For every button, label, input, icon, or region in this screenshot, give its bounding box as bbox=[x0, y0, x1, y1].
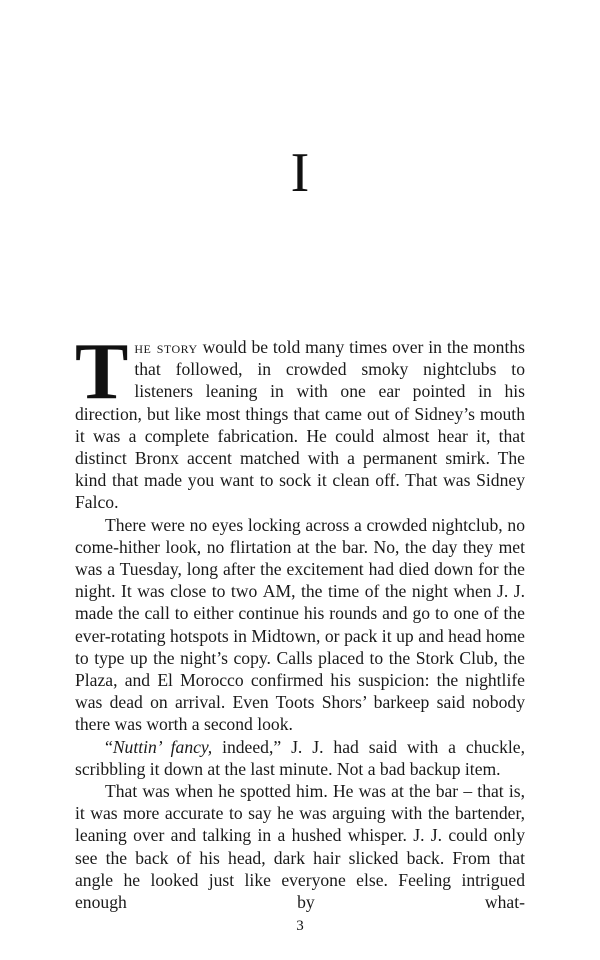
paragraph-2-text-b: , the time of the night when J. J. made the call to either continue his rounds and go to one of the ever-rotating hotspots in Midtown, or pack it up and head home to type up the night’s copy. Calls placed to the Stork Club, the Plaza, and El Morocco confirmed his suspicion: the nightlife was dead on arrival. Even Toots Shors’ barkeep said nobody there was worth a second look. bbox=[75, 581, 526, 735]
open-quote: “ bbox=[105, 736, 113, 757]
paragraph-1-text: would be told many times over in the months that followed, in crowded smoky nightclubs to listeners leaning in with one ear pointed in his direction, but like most things that came out of Sidney’s mouth it was a complete fabrication. He could almost hear it, that distinct Bronx accent matched with a permanent smirk. The kind that made you want to sock it clean off. That was Sidney Falco. bbox=[75, 337, 525, 513]
chapter-number: I bbox=[290, 142, 310, 204]
opening-small-caps: he story bbox=[134, 337, 198, 357]
paragraph-1 bbox=[75, 328, 525, 514]
paragraph-3 bbox=[75, 736, 525, 780]
chapter-body bbox=[75, 328, 526, 913]
drop-cap: T bbox=[75, 328, 129, 416]
paragraph-2 bbox=[75, 514, 525, 736]
paragraph-4 bbox=[75, 780, 525, 913]
page-number: 3 bbox=[296, 918, 304, 934]
paragraph-3-text: indeed,” J. J. had said with a chuckle, scribbling it down at the last minute. Not a bad backup item. bbox=[75, 736, 525, 779]
time-am: AM bbox=[262, 581, 292, 602]
paragraph-4-text: That was when he spotted him. He was at the bar – that is, it was more accurate to say he was arguing with the bartender, leaning over and talking in a hushed whisper. J. J. could only see the back of his head, dark hair slicked back. From that angle he looked just like everyone else. Feeling intrigued enough by what- bbox=[75, 781, 525, 913]
paragraph-2-text-a: There were no eyes locking across a crowded nightclub, no come-hither look, no flirtation at the bar. No, the day they met was a Tuesday, long after the excitement had died down for the night. It was close to two bbox=[75, 514, 525, 602]
italic-quote: Nuttin’ fancy, bbox=[112, 736, 213, 757]
